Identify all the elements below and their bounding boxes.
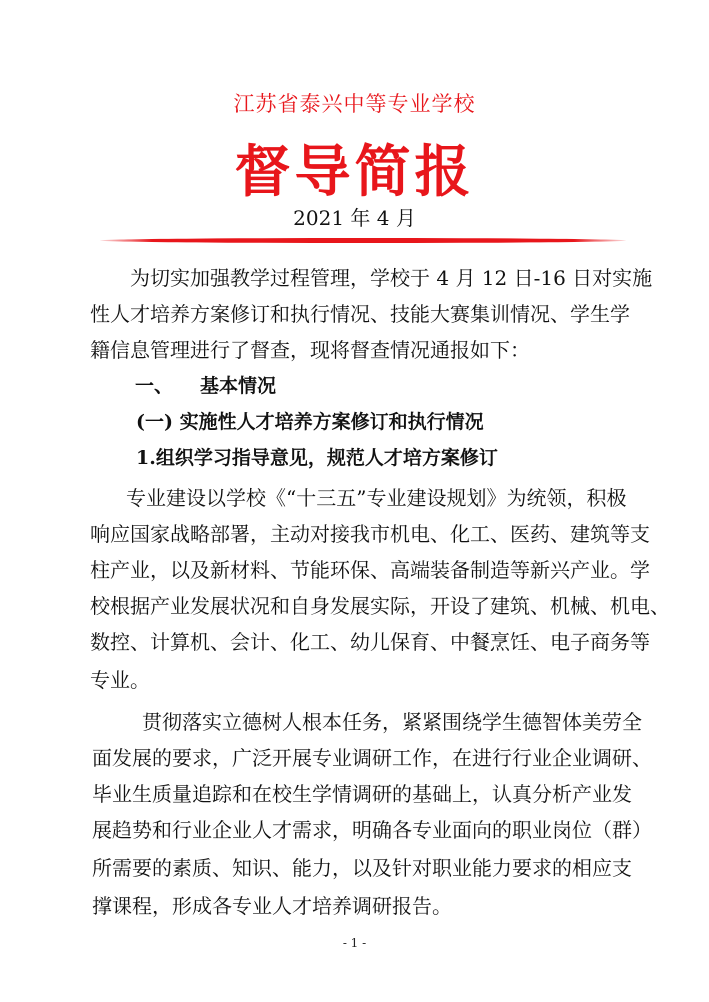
item-title: 1.组织学习指导意见，规范人才培方案修订 (136, 447, 498, 469)
page-number: - 1 - (342, 936, 367, 950)
intro-line: 籍信息管理进行了督查，现将督查情况通报如下： (90, 338, 530, 362)
paragraph-line: 专业建设以学校《“十三五”专业建设规划》为统领，积极 (126, 486, 627, 510)
section-number: 一、 (135, 375, 174, 397)
paragraph-line: 面发展的要求，广泛开展专业调研工作，在进行行业企业调研、 (92, 746, 652, 770)
paragraph-line: 展趋势和行业企业人才需求，明确各专业面向的职业岗位（群） (92, 818, 652, 842)
subsection-title: (一) 实施性人才培养方案修订和执行情况 (136, 411, 484, 433)
paragraph-line: 柱产业，以及新材料、节能环保、高端装备制造等新兴产业。学 (90, 558, 650, 582)
intro-line: 性人才培养方案修订和执行情况、技能大赛集训情况、学生学 (90, 302, 630, 326)
school-name: 江苏省泰兴中等专业学校 (233, 92, 476, 116)
intro-line: 为切实加强教学过程管理，学校于 4 月 12 日-16 日对实施 (130, 266, 653, 290)
paragraph-line: 贯彻落实立德树人根本任务，紧紧围绕学生德智体美劳全 (142, 710, 642, 734)
section-title: 基本情况 (200, 375, 277, 397)
bulletin-title: 督导简报 (234, 139, 475, 205)
paragraph-line: 所需要的素质、知识、能力，以及针对职业能力要求的相应支 (92, 856, 632, 880)
paragraph-line: 毕业生质量追踪和在校生学情调研的基础上，认真分析产业发 (92, 782, 632, 806)
red-divider (100, 238, 626, 243)
paragraph-line: 校根据产业发展状况和自身发展实际，开设了建筑、机械、机电、 (90, 594, 670, 618)
paragraph-line: 数控、计算机、会计、化工、幼儿保育、中餐烹饪、电子商务等 (90, 630, 650, 654)
issue-date: 2021 年 4 月 (293, 206, 416, 230)
paragraph-line: 撑课程，形成各专业人才培养调研报告。 (92, 894, 452, 918)
paragraph-line: 响应国家战略部署，主动对接我市机电、化工、医药、建筑等支 (90, 522, 650, 546)
paragraph-line: 专业。 (90, 668, 150, 692)
